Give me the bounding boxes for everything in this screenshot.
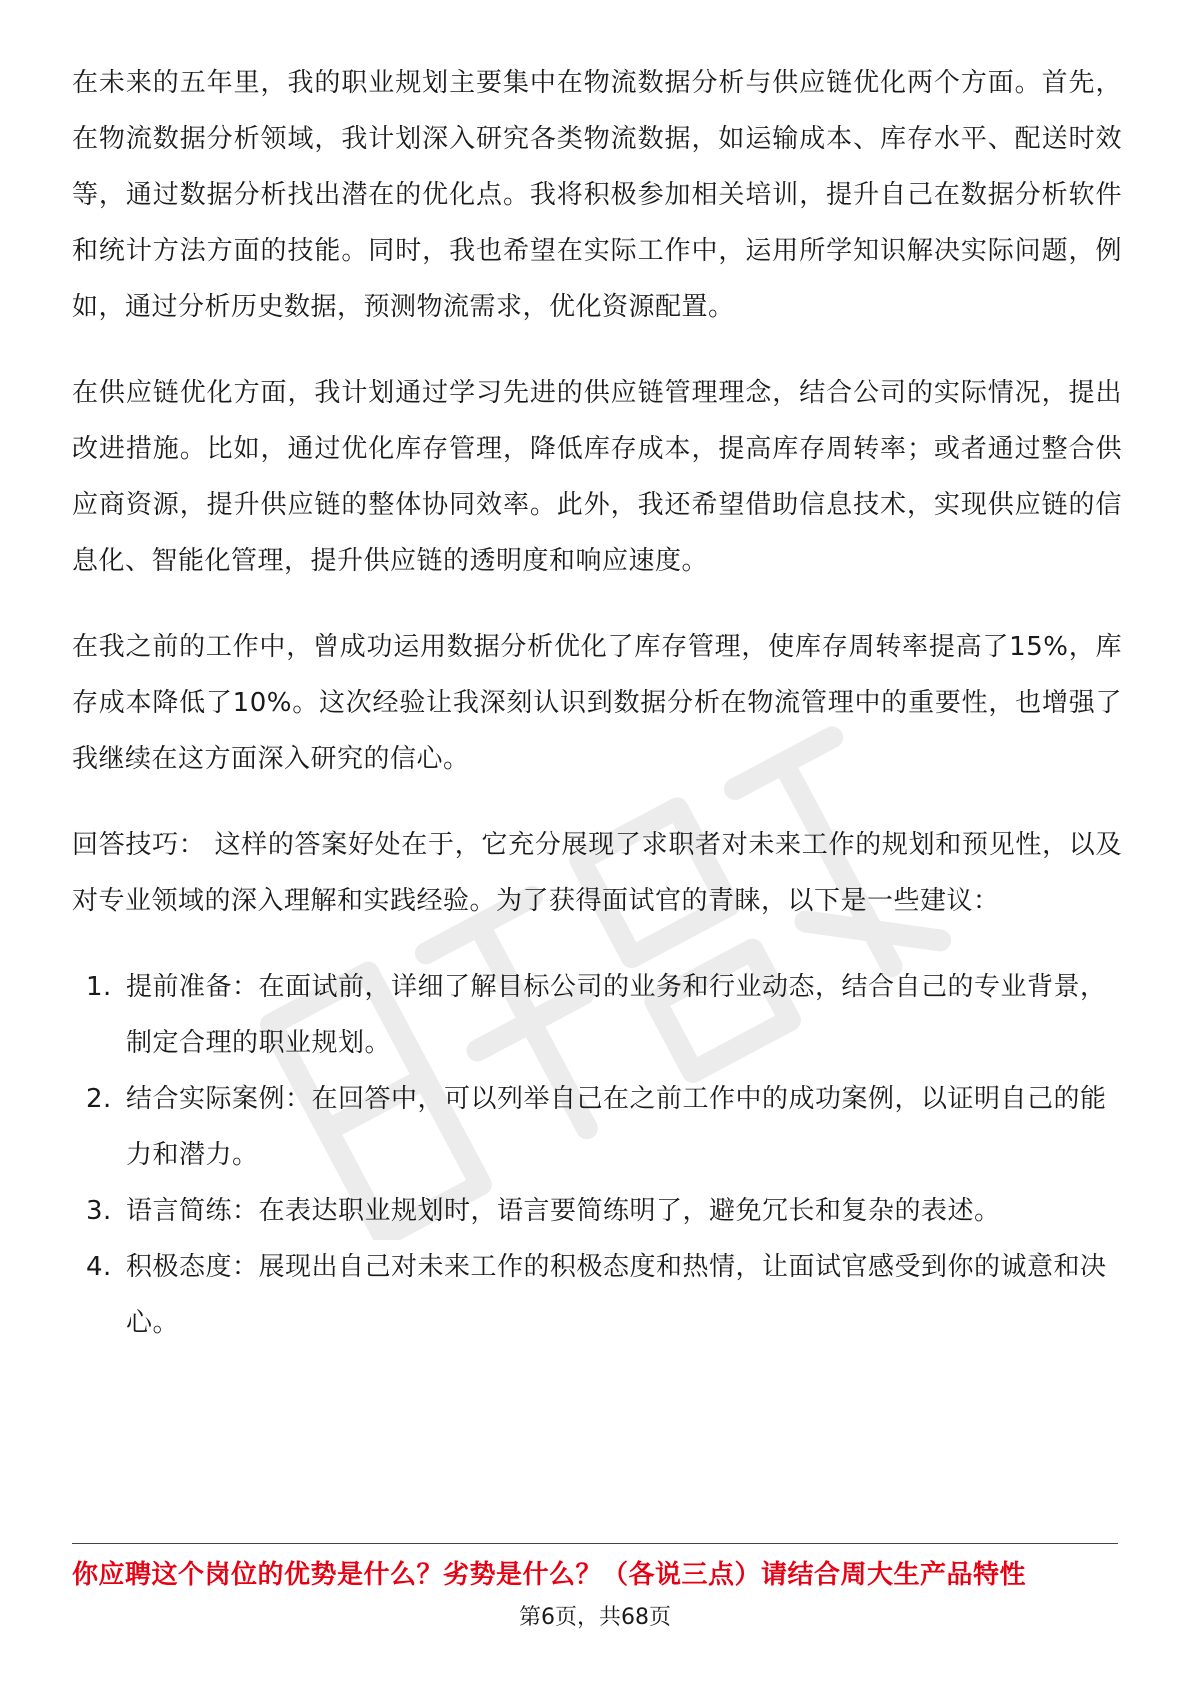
list-item — [72, 1239, 1122, 1351]
paragraph-past-experience: 在我之前的工作中，曾成功运用数据分析优化了库存管理，使库存周转率提高了15%，库存成本降低了10%。这次经验让我深刻认识到数据分析在物流管理中的重要性，也增强了我继续在这方面深入研究的信心。 — [72, 632, 1122, 774]
list-item — [72, 1071, 1122, 1183]
tips-list — [72, 959, 1122, 1351]
list-item-text: 语言简练：在表达职业规划时，语言要简练明了，避免冗长和复杂的表述。 — [126, 1196, 1001, 1226]
list-item-number: 3. — [86, 1196, 112, 1226]
section-divider — [72, 1543, 1118, 1544]
paragraph-answer-tips: 回答技巧： 这样的答案好处在于，它充分展现了求职者对未来工作的规划和预见性，以及对专业领域的深入理解和实践经验。为了获得面试官的青睐，以下是一些建议： — [72, 830, 1122, 916]
list-item-text: 结合实际案例：在回答中，可以列举自己在之前工作中的成功案例，以证明自己的能力和潜力。 — [126, 1084, 1107, 1170]
list-item-number: 4. — [86, 1252, 112, 1282]
list-item-text: 提前准备：在面试前，详细了解目标公司的业务和行业动态，结合自己的专业背景，制定合理的职业规划。 — [126, 972, 1107, 1058]
list-item — [72, 959, 1122, 1071]
next-question-link[interactable]: 你应聘这个岗位的优势是什么？劣势是什么？（各说三点）请结合周大生产品特性 — [72, 1560, 1027, 1590]
page-number: 第6页，共68页 — [519, 1605, 671, 1630]
list-item-number: 1. — [86, 972, 112, 1002]
paragraph-career-plan: 在未来的五年里，我的职业规划主要集中在物流数据分析与供应链优化两个方面。首先，在物流数据分析领域，我计划深入研究各类物流数据，如运输成本、库存水平、配送时效等，通过数据分析找出潜在的优化点。我将积极参加相关培训，提升自己在数据分析软件和统计方法方面的技能。同时，我也希望在实际工作中，运用所学知识解决实际问题，例如，通过分析历史数据，预测物流需求，优化资源配置。 — [72, 68, 1122, 322]
paragraph-supply-chain: 在供应链优化方面，我计划通过学习先进的供应链管理理念，结合公司的实际情况，提出改进措施。比如，通过优化库存管理，降低库存成本，提高库存周转率；或者通过整合供应商资源，提升供应链的整体协同效率。此外，我还希望借助信息技术，实现供应链的信息化、智能化管理，提升供应链的透明度和响应速度。 — [72, 378, 1122, 576]
list-item-number: 2. — [86, 1084, 112, 1114]
list-item-text: 积极态度：展现出自己对未来工作的积极态度和热情，让面试官感受到你的诚意和决心。 — [126, 1252, 1107, 1338]
document-body — [72, 55, 1122, 1351]
list-item — [72, 1183, 1122, 1239]
